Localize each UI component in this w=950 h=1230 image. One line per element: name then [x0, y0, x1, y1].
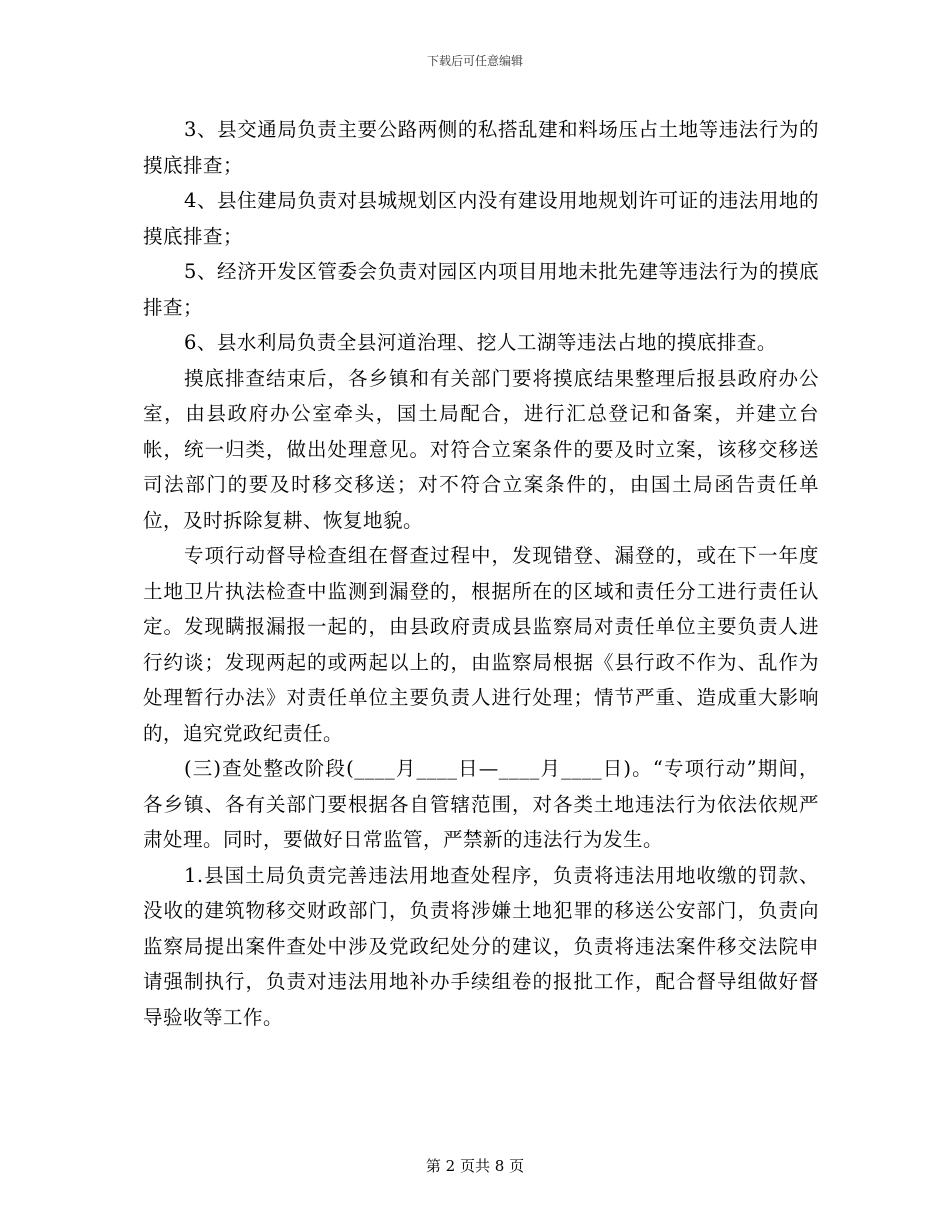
paragraph-item-4-housing-bureau: 4、县住建局负责对县城规划区内没有建设用地规划许可证的违法用地的摸底排查； [143, 189, 819, 248]
paragraph-survey-results: 摸底排查结束后，各乡镇和有关部门要将摸底结果整理后报县政府办公室，由县政府办公室牵头，国土局配合，进行汇总登记和备案，并建立台帐，统一归类，做出处理意见。对符合立案条件的要及时立案，该移交移送司法部门的要及时移交移送；对不符合立案条件的，由国土局函告责任单位，及时拆除复耕、恢复地貌。 [143, 366, 819, 532]
document-body [143, 112, 819, 1035]
paragraph-item-6-water-bureau: 6、县水利局负责全县河道治理、挖人工湖等违法占地的摸底排查。 [184, 331, 777, 354]
paragraph-item-5-development-zone: 5、经济开发区管委会负责对园区内项目用地未批先建等违法行为的摸底排查； [143, 260, 819, 319]
page-number: 第 2 页共 8 页 [425, 1157, 525, 1175]
paragraph-item-3-traffic-bureau: 3、县交通局负责主要公路两侧的私搭乱建和料场压占土地等违法行为的摸底排查； [143, 118, 819, 177]
paragraph-rectification-stage: (三)查处整改阶段(____月____日—____月____日)。“专项行动”期间，各乡镇、各有关部门要根据各自管辖范围，对各类土地违法行为依法依规严肃处理。同时，要做好日常监管，严禁新的违法行为发生。 [143, 757, 819, 851]
paragraph-land-bureau-duties: 1.县国土局负责完善违法用地查处程序，负责将违法用地收缴的罚款、没收的建筑物移交财政部门，负责将涉嫌土地犯罪的移送公安部门，负责向监察局提出案件查处中涉及党政纪处分的建议，负责将违法案件移交法院申请强制执行，负责对违法用地补办手续组卷的报批工作，配合督导组做好督导验收等工作。 [143, 863, 819, 1029]
page-header-note: 下载后可任意编辑 [426, 54, 523, 68]
paragraph-inspection-group: 专项行动督导检查组在督查过程中，发现错登、漏登的，或在下一年度土地卫片执法检查中监测到漏登的，根据所在的区域和责任分工进行责任认定。发现瞒报漏报一起的，由县政府责成县监察局对责任单位主要负责人进行约谈；发现两起的或两起以上的，由监察局根据《县行政不作为、乱作为处理暂行办法》对责任单位主要负责人进行处理；情节严重、造成重大影响的，追究党政纪责任。 [143, 544, 819, 745]
